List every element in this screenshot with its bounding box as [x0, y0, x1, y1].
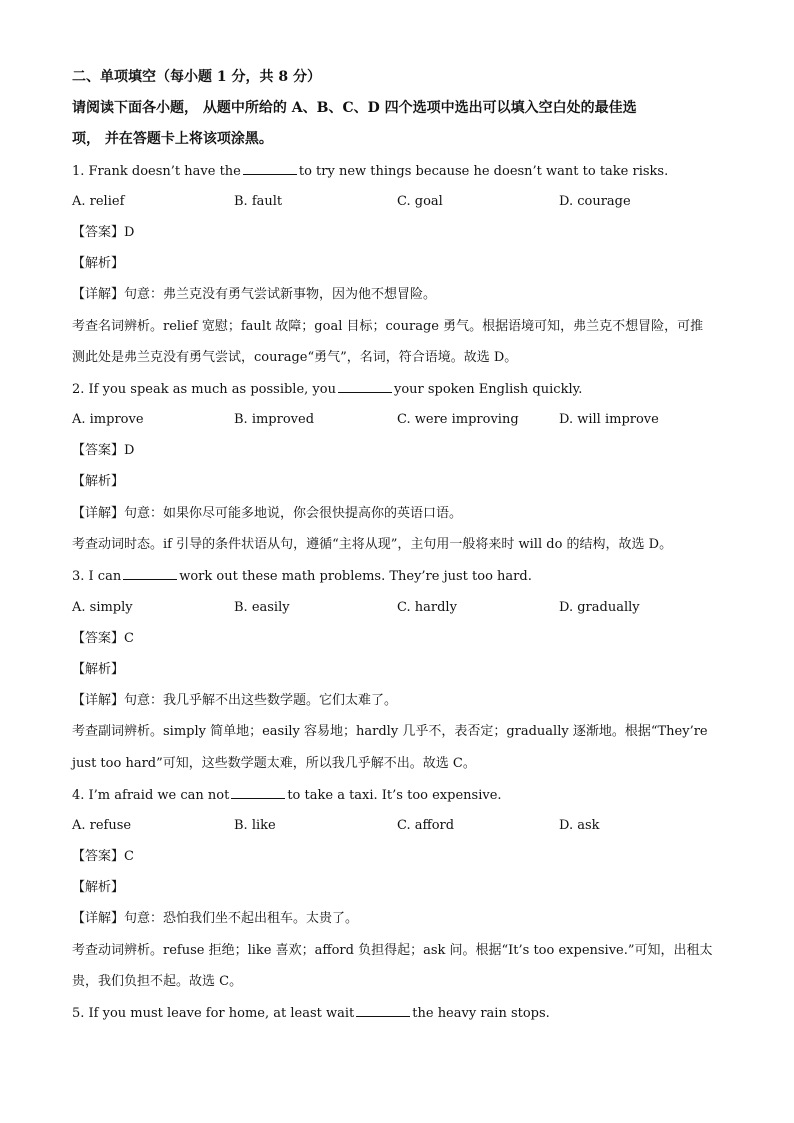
question-3-analysis-label: 【解析】	[72, 662, 125, 677]
question-3-option-b: B. easily	[234, 600, 290, 615]
question-4-stem-start: 4. I’m afraid we can not	[72, 788, 230, 803]
question-2-option-d: D. will improve	[559, 412, 659, 427]
question-3-explanation-1: 考查副词辨析。simply 简单地；easily 容易地；hardly 几乎不，表否定；gradually 逐渐地。根据“They’re	[72, 724, 708, 739]
question-1-option-b: B. fault	[234, 194, 283, 209]
question-5-stem-end: the heavy rain stops.	[412, 1006, 550, 1021]
question-1-blank	[243, 162, 297, 175]
question-2-stem	[72, 380, 582, 399]
question-2-option-b: B. improved	[234, 412, 315, 427]
question-1-option-a: A. relief	[72, 194, 125, 209]
question-2-option-a: A. improve	[72, 412, 144, 427]
question-2-option-c: C. were improving	[397, 412, 519, 427]
question-4-option-b: B. like	[234, 818, 276, 833]
question-1-detail: 【详解】句意：弗兰克没有勇气尝试新事物，因为他不想冒险。	[72, 287, 437, 302]
question-2-detail: 【详解】句意：如果你尽可能多地说，你会很快提高你的英语口语。	[72, 506, 463, 521]
question-3-answer: 【答案】C	[72, 631, 134, 646]
question-1-explanation-1: 考查名词辨析。relief 宽慰；fault 故障；goal 目标；courage 勇气。根据语境可知，弗兰克不想冒险，可推	[72, 319, 704, 334]
question-4-stem	[72, 786, 502, 805]
question-2-answer: 【答案】D	[72, 443, 135, 458]
question-5-stem-start: 5. If you must leave for home, at least wait	[72, 1006, 355, 1021]
question-3-blank	[123, 567, 177, 580]
question-2-analysis-label: 【解析】	[72, 474, 125, 489]
question-2-stem-start: 2. If you speak as much as possible, you	[72, 382, 336, 397]
question-1-option-c: C. goal	[397, 194, 443, 209]
question-1-explanation-2: 测此处是弗兰克没有勇气尝试，courage“勇气”，名词，符合语境。故选 D。	[72, 350, 518, 365]
question-5-blank	[356, 1004, 410, 1017]
section-heading: 二、单项填空（每小题 1 分，共 8 分）	[72, 69, 321, 85]
question-3-stem-end: work out these math problems. They’re just too hard.	[179, 569, 532, 584]
question-1-stem-start: 1. Frank doesn’t have the	[72, 164, 241, 179]
question-4-detail: 【详解】句意：恐怕我们坐不起出租车。太贵了。	[72, 911, 359, 926]
question-3-explanation-2: just too hard”可知，这些数学题太难，所以我几乎解不出。故选 C。	[72, 756, 476, 771]
question-3-stem	[72, 567, 532, 586]
question-2-stem-end: your spoken English quickly.	[393, 382, 583, 397]
question-4-option-a: A. refuse	[72, 818, 132, 833]
question-1-stem	[72, 162, 668, 181]
instruction-line-2: 项， 并在答题卡上将该项涂黑。	[72, 131, 273, 147]
question-4-option-c: C. afford	[397, 818, 455, 833]
question-1-analysis-label: 【解析】	[72, 256, 125, 271]
question-5-stem	[72, 1004, 550, 1023]
question-4-stem-end: to take a taxi. It’s too expensive.	[287, 788, 502, 803]
question-3-option-c: C. hardly	[397, 600, 457, 615]
question-3-detail: 【详解】句意：我几乎解不出这些数学题。它们太难了。	[72, 693, 398, 708]
question-3-option-a: A. simply	[72, 600, 133, 615]
question-1-stem-end: to try new things because he doesn’t want to take risks.	[298, 164, 669, 179]
question-4-option-d: D. ask	[559, 818, 600, 833]
question-1-answer: 【答案】D	[72, 225, 135, 240]
question-4-blank	[231, 786, 285, 799]
question-3-stem-start: 3. I can	[72, 569, 122, 584]
question-3-option-d: D. gradually	[559, 600, 640, 615]
question-4-answer: 【答案】C	[72, 849, 134, 864]
question-4-explanation-2: 贵，我们负担不起。故选 C。	[72, 974, 243, 989]
question-4-analysis-label: 【解析】	[72, 880, 125, 895]
question-1-option-d: D. courage	[559, 194, 631, 209]
instruction-line-1: 请阅读下面各小题， 从题中所给的 A、B、C、D 四个选项中选出可以填入空白处的最佳选	[72, 100, 637, 116]
question-2-blank	[338, 380, 392, 393]
question-2-explanation-1: 考查动词时态。if 引导的条件状语从句，遵循“主将从现”，主句用一般将来时 will do 的结构，故选 D。	[72, 537, 673, 552]
question-4-explanation-1: 考查动词辨析。refuse 拒绝；like 喜欢；afford 负担得起；ask 问。根据“It’s too expensive.”可知，出租太	[72, 943, 713, 958]
